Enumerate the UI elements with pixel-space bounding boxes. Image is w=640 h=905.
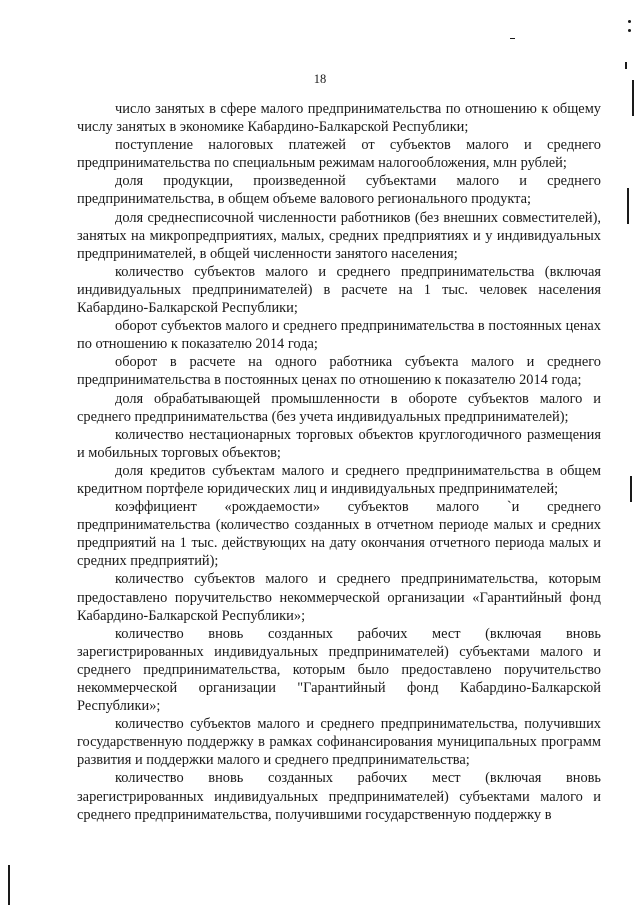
paragraph: количество субъектов малого и среднего предпринимательства, получивших государственную поддержку в рамках софинансирования муниципальных программ развития и поддержки малого и среднего предпринимательства; (77, 716, 601, 769)
scan-artifact (625, 62, 627, 69)
paragraph: доля обрабатывающей промышленности в обороте субъектов малого и среднего предпринимательства (без учета индивидуальных предпринимателей); (77, 390, 601, 425)
paragraph: количество субъектов малого и среднего предпринимательства (включая индивидуальных предпринимателей) в расчете на 1 тыс. человек населения Кабардино-Балкарской Республики; (77, 263, 601, 317)
document-body (77, 100, 601, 824)
paragraph: оборот субъектов малого и среднего предпринимательства в постоянных ценах по отношению к показателю 2014 года; (77, 318, 601, 353)
scan-artifact (510, 38, 515, 39)
paragraph: доля среднесписочной численности работников (без внешних совместителей), занятых на микропредприятиях, малых, средних предприятиях и у индивидуальных предпринимателей, в общей численности занятого населения; (77, 209, 601, 262)
page-number: 18 (313, 72, 327, 86)
paragraph: доля продукции, произведенной субъектами малого и среднего предпринимательства, в общем объеме валового регионального продукта; (77, 173, 601, 208)
scan-artifact (628, 29, 631, 32)
paragraph: количество вновь созданных рабочих мест (включая вновь зарегистрированных индивидуальных предпринимателей) субъектами малого и среднего предпринимательства, которым было предоставлено поручительство некоммерческой организации "Гарантийный фонд Кабардино-Балкарской Республики»; (77, 625, 601, 715)
scan-artifact (627, 188, 629, 224)
paragraph: поступление налоговых платежей от субъектов малого и среднего предпринимательства по специальным режимам налогообложения, млн рублей; (77, 137, 601, 172)
paragraph: число занятых в сфере малого предпринимательства по отношению к общему числу занятых в экономике Кабардино-Балкарской Республики; (77, 101, 601, 136)
paragraph: количество вновь созданных рабочих мест (включая вновь зарегистрированных индивидуальных предпринимателей) субъектами малого и среднего предпринимательства, получившими государственную поддержку в (77, 770, 601, 823)
scan-artifact (630, 476, 632, 502)
scan-artifact (8, 865, 10, 905)
paragraph: оборот в расчете на одного работника субъекта малого и среднего предпринимательства в постоянных ценах по отношению к показателю 2014 года; (77, 354, 601, 389)
paragraph: коэффициент «рождаемости» субъектов малого `и среднего предпринимательства (количество созданных в отчетном периоде малых и средних предприятий на 1 тыс. действующих на дату окончания отчетного периода малых и средних предприятий); (77, 499, 601, 570)
paragraph: доля кредитов субъектам малого и среднего предпринимательства в общем кредитном портфеле юридических лиц и индивидуальных предпринимателей; (77, 462, 601, 497)
paragraph: количество нестационарных торговых объектов круглогодичного размещения и мобильных торговых объектов; (77, 426, 601, 461)
scan-artifact (628, 20, 631, 23)
paragraph: количество субъектов малого и среднего предпринимательства, которым предоставлено поручительство некоммерческой организации «Гарантийный фонд Кабардино-Балкарской Республики»; (77, 571, 601, 624)
